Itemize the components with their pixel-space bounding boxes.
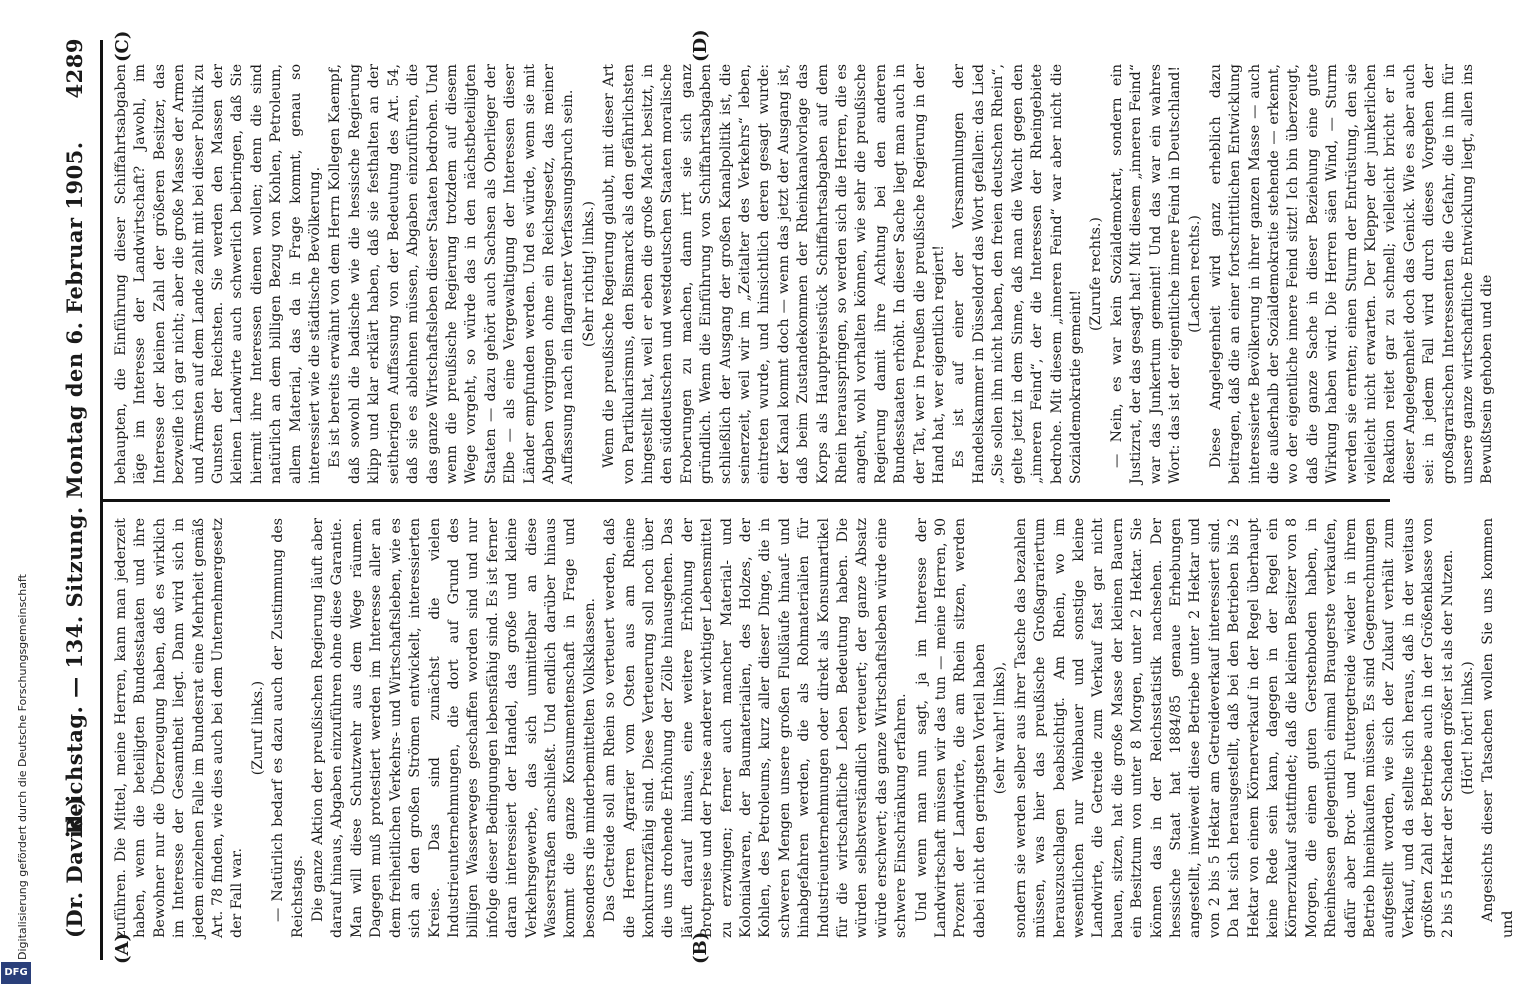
dfg-logo: DFG — [1, 962, 31, 984]
interjection: (Lachen rechts.) — [1187, 215, 1204, 333]
paragraph: Es ist auf einer der Versammlungen der Handelskammer in Düsseldorf das Wort gefallen: das Lied „Sie sollen ihn nicht haben, den freien deutschen Rhein“, gelte jetzt in dem Sinne, daß man die Wacht gegen den „inneren Feind“, der die Interessen der Rheingebiete bedrohe. Mit diesem „inneren Feind“ war aber nicht die Sozialdemokratie gemeint! — [951, 64, 1084, 484]
paragraph: sondern sie werden selber aus ihrer Tasche das bezahlen müssen, was hier das preußische Großagrariertum herauszuschlagen beabsichtigt. Am Rhein, wo im wesentlichen nur Weinbauer und sonstige kleine Landwirte, die Getreide zum Verkauf fast gar nicht bauen, sitzen, hat die große Masse der kleinen Bauern ein Besitztum von unter 8 Morgen, unter 2 Hektar. Sie können das in der Reichsstatistik nachsehen. Der hessische Staat hat 1884/85 genaue Erhebungen angestellt, inwieweit diese Betriebe unter 2 Hektar und von 2 bis 5 Hektar am Getreideverkauf interessiert sind. Da hat sich herausgestellt, daß bei den Betrieben bis 2 Hektar von einem Körnerverkauf in der Regel überhaupt keine Rede sein kann, dagegen in der Regel ein Körnerzukauf stattfindet; daß die kleinen Besitzer von 8 Morgen, die einen guten Gerstenboden haben, in Rheinhessen gelegentlich einmal Braugerste verkaufen, dafür aber Brot- und Futtergetreide wieder in ihrem Betrieb hineinkaufen müssen. Es sind Gegenrechnungen aufgestellt worden, wie sich der Zukauf verhält zum Verkauf, und da stellte sich heraus, daß in der weitaus größten Zahl der Betriebe auch in der Größenklasse von 2 bis 5 Hektar der Schaden größer ist als der Nutzen. — [1012, 518, 1456, 938]
paragraph: Es ist bereits erwähnt von dem Herrn Kollegen Kaempf, daß sowohl die badische wie die hessische Regierung klipp und klar erklärt haben, daß sie festhalten an der seitherigen Auffassung von der Bedeutung des Art. 54, daß sie es ablehnen müssen, Abgaben einzuführen, die das ganze Wirtschaftsleben dieser Staaten bedrohen. Und wenn die preußische Regierung trotzdem auf diesem Wege vorgeht, so würde das in den nächstbeteiligten Staaten — dazu gehört auch Sachsen als Oberlieger der Elbe — als eine Vergewaltigung der Interessen dieser Länder empfunden werden. Und es würde, wenn sie mit Abgaben vorgingen ohne ein Reichsgesetz, das meiner Auffassung nach ein flagranter Verfassungsbruch sein. — [327, 64, 577, 484]
credit-text: Digitalisierung gefördert durch die Deutsche Forschungsgemeinschaft — [16, 574, 29, 960]
paragraph: Die ganze Aktion der preußischen Regierung läuft aber darauf hinaus, Abgaben einzuführen ohne diese Garantie. Man will diese Schutzwehr aus dem Wege räumen. Dagegen muß protestiert werden im Interesse aller an dem freiheitlichen Verkehrs- und Wirtschaftsleben, wie es sich an den großen Strömen entwickelt, interessierten Kreise. Das sind zunächst die vielen Industrieunternehmungen, die dort auf Grund des billigen Wasserweges geschaffen worden sind und nur infolge dieser Bedingungen lebensfähig sind. Es ist ferner daran interessiert der Handel, das große und kleine Verkehrsgewerbe, das sich unmittelbar an diese Wasserstraßen anschließt. Und endlich darüber hinaus kommt die ganze Konsumentenschaft in Frage und besonders die minderbemittelten Volksklassen. — [310, 518, 598, 938]
paragraph: Das Getreide soll am Rhein so verteuert werden, daß die Herren Agrarier vom Osten aus am Rheine konkurrenzfähig sind. Diese Verteuerung soll noch über die uns drohende Erhöhung der Zölle hinausgehen. Das läuft darauf hinaus, eine weitere Erhöhung der Brotpreise und der Preise anderer wichtiger Lebensmittel zu erzwingen; ferner auch mancher Material- und Kolonialwaren, der Baumaterialien, des Holzes, der Kohlen, des Petroleums, kurz aller dieser Dinge, die in schweren Mengen unsere großen Flußläufe hinauf- und hinabgefahren werden, die als Rohmaterialien für Industrieunternehmungen oder direkt als Konsumartikel für die wirtschaftliche Leben Bedeutung haben. Die würden selbstverständlich verteuert; der ganze Absatz würde erschwert; das ganze Wirtschaftsleben würde eine schwere Einschränkung erfahren. — [602, 518, 910, 938]
paragraph: Angesichts dieser Tatsachen wollen Sie uns kommen und — [1480, 518, 1516, 938]
margin-letter-b: (B) — [690, 931, 711, 964]
interjection: (Sehr richtig! links.) — [580, 200, 597, 348]
header-title: Reichstag. — 134. Sitzung. Montag den 6. Februar 1905. — [62, 141, 87, 835]
interjection: (sehr wahr! links), — [992, 661, 1009, 795]
page-header — [58, 38, 98, 938]
column-divider — [100, 499, 1390, 502]
margin-letter-a: (A) — [112, 933, 133, 964]
paragraph: — Nein, es war kein Sozialdemokrat, sondern ein Justizrat, der das gesagt hat! Mit diesem „inneren Feind“ war das Junkertum gemeint! Und das war ein wahres Wort: das ist der eigentliche innere Feind in Deutschland! — [1108, 64, 1183, 484]
margin-letter-d: (D) — [690, 29, 711, 62]
left-column — [112, 518, 1519, 938]
right-column — [112, 64, 1499, 484]
paragraph: zuführen. Die Mittel, meine Herren, kann man jederzeit haben, wenn die beteiligten Bundesstaaten und ihre Bewohner nur die Überzeugung haben, daß es wirklich im Interesse der Gesamtheit liegt. Dann wird sich in jedem einzelnen Falle im Bundesrat eine Mehrheit gemäß Art. 78 finden, wie dies auch bei dem Unternehmergesetz der Fall war. — [113, 518, 246, 938]
digitization-credit — [0, 574, 29, 960]
paragraph: — Natürlich bedarf es dazu auch der Zustimmung des Reichstags. — [270, 518, 306, 938]
paragraph: Diese Angelegenheit wird ganz erheblich dazu beitragen, daß die an einer fortschrittlichen Entwicklung interessierte Bevölkerung in ihrer ganzen Masse — auch die außerhalb der Sozialdemokratie stehende — erkennt, wo der eigentliche innere Feind sitzt! Ich bin überzeugt, daß die ganze Sache in dieser Beziehung eine gute Wirkung haben wird. Die Herren säen Wind, — Sturm werden sie ernten; einen Sturm der Entrüstung, den sie vielleicht nicht erwarten. Der Klepper der junkerlichen Reaktion reitet gar zu schnell; vielleicht bricht er in dieser Angelegenheit doch das Genick. Wie es aber auch sei: in jedem Fall wird durch dieses Vorgehen der großagrarischen Interessenten die Gefahr, die in ihm für unsere ganze wirtschaftliche Entwicklung liegt, allen ins Bewußtsein gehoben und die — [1207, 64, 1496, 484]
paragraph: Wenn die preußische Regierung glaubt, mit dieser Art von Partikularismus, den Bismarck als den gefährlichsten hingestellt hat, weil er eben die große Macht besitzt, in den süddeutschen und westdeutschen Staaten moralische Eroberungen zu machen, dann irrt sie sich ganz gründlich. Wenn die Einführung von Schiffahrtsabgaben schließlich der Ausgang der großen Kanalpolitik ist, die seinerzeit, weil wir im „Zeitalter des Verkehrs“ leben, eintreten wurde, und hinsichtlich deren gesagt wurde: der Kanal kommt doch — wenn das jetzt der Ausgang ist, daß beim Zustandekommen der Rheinkanalvorlage das Korps als Hauptpreisstück Schiffahrtsabgaben auf dem Rhein herausspringen, so werden sich die Herren, die es angeht, wohl vorhalten können, wie sehr die preußische Regierung damit ihre Achtung bei den anderen Bundesstaaten erhöht. In dieser Sache liegt man auch in der Tat, wer in Preußen die preußische Regierung in der Hand hat, wer eigentlich regiert! — [601, 64, 948, 484]
margin-letter-c: (C) — [112, 30, 133, 62]
paragraph: behaupten, die Einführung dieser Schiffahrtsabgaben läge im Interesse der Landwirtschaft? Jawohl, im Interesse der kleinen Zahl der größeren Besitzer, das bezweifle ich gar nicht; aber die große Masse der Armen und Ärmsten auf dem Lande zahlt mit bei dieser Politik zu Gunsten der Reichsten. Sie werden den Massen der kleinen Landwirte auch schwerlich beibringen, daß Sie hiermit ihre Interessen dienen wollen; denn die sind natürlich an dem billigen Bezug von Kohlen, Petroleum, allem Material, das da in Frage kommt, genau so interessiert wie die städtische Bevölkerung. — [113, 64, 324, 484]
page-number: 4289 — [62, 38, 87, 99]
paragraph: Und wenn man nun sagt, ja im Interesse der Landwirtschaft müssen wir das tun — meine Herren, 90 Prozent der Landwirte, die am Rhein sitzen, werden dabei nicht den geringsten Vorteil haben — [913, 518, 988, 938]
interjection: (Zurufe rechts.) — [1088, 217, 1105, 331]
header-speaker: (Dr. David.) — [62, 796, 87, 938]
interjection: (Zuruf links.) — [249, 680, 266, 776]
interjection: (Hört! hört! links.) — [1460, 661, 1477, 795]
